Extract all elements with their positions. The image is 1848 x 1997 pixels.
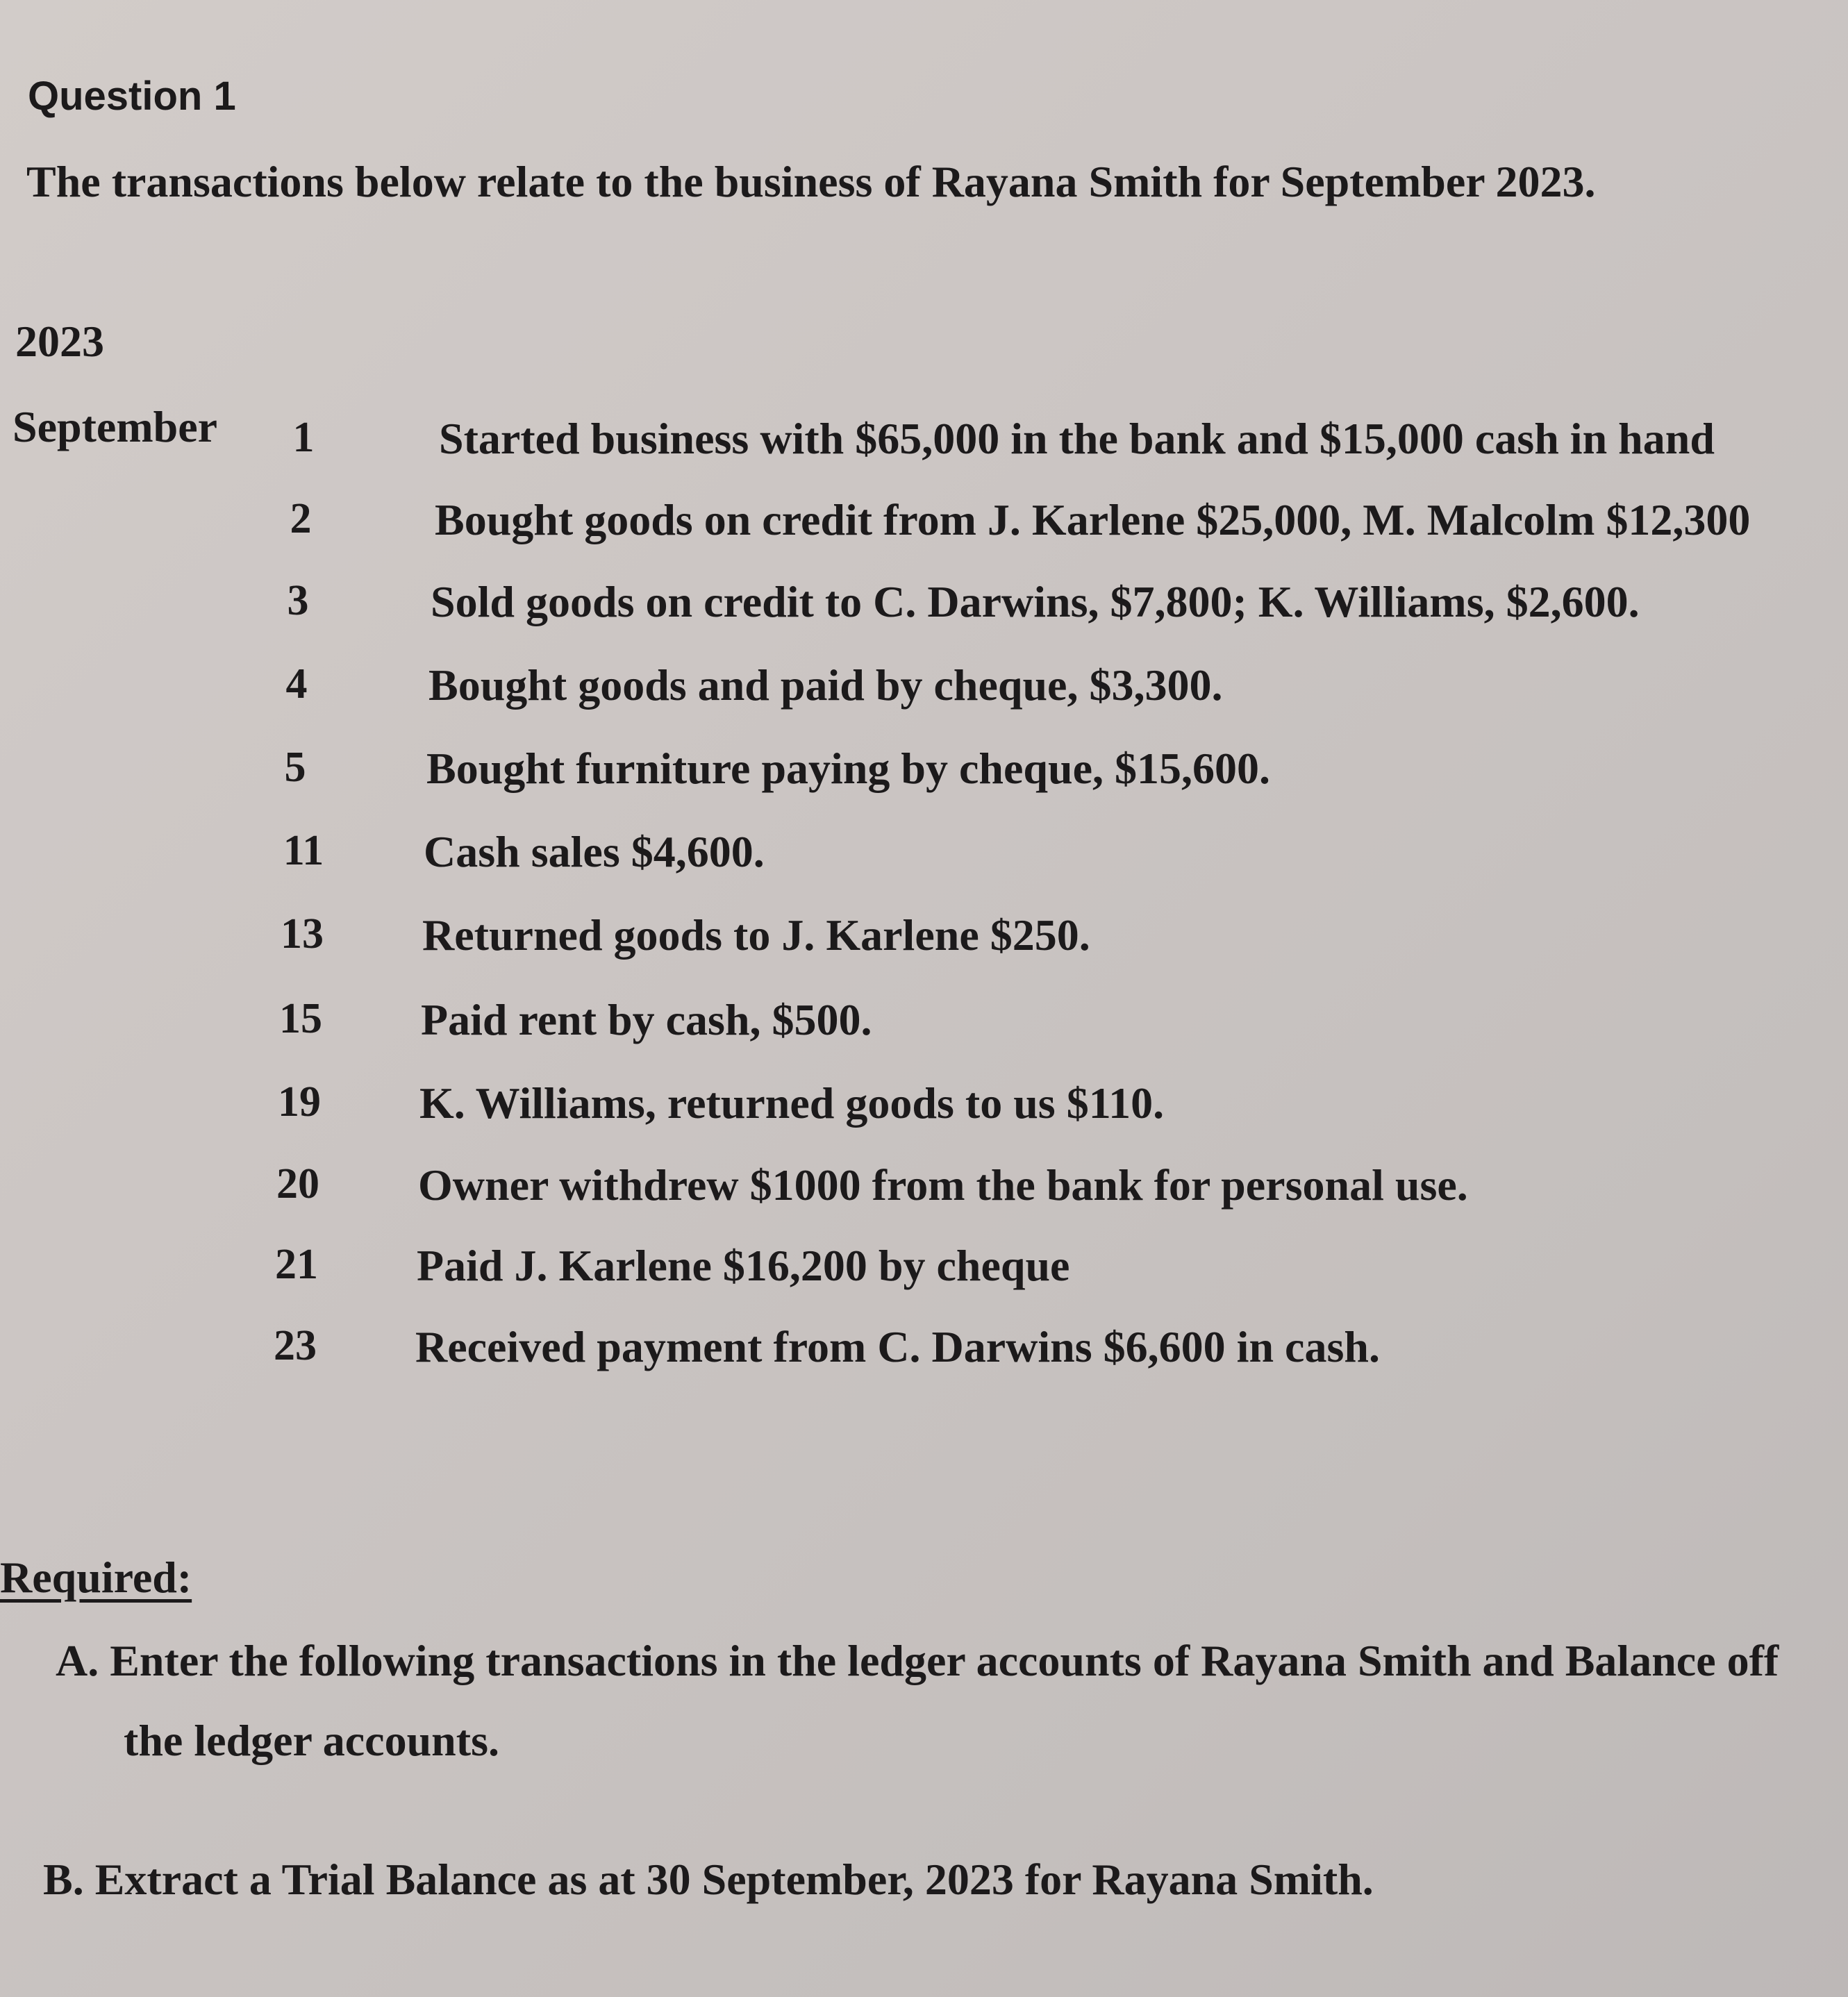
transaction-text: Paid rent by cash, $500. — [421, 995, 872, 1044]
transaction-row — [0, 1321, 1848, 1384]
transaction-text: Received payment from C. Darwins $6,600 in cash. — [415, 1322, 1380, 1371]
transaction-row — [0, 576, 1848, 639]
transaction-text: Cash sales $4,600. — [424, 827, 765, 876]
transaction-day: 13 — [281, 910, 324, 958]
month-label: September — [13, 402, 218, 451]
transaction-row — [0, 743, 1848, 805]
transaction-text: K. Williams, returned goods to us $110. — [419, 1078, 1165, 1128]
transaction-row — [0, 494, 1848, 557]
transaction-text: Owner withdrew $1000 from the bank for personal use. — [418, 1160, 1468, 1210]
requirement-a-line1: A. Enter the following transactions in the ledger accounts of Rayana Smith and Balance off — [56, 1636, 1779, 1685]
transaction-day: 1 — [292, 414, 315, 461]
transaction-text: Bought furniture paying by cheque, $15,600. — [426, 744, 1270, 793]
intro-text: The transactions below relate to the business of Rayana Smith for September 2023. — [26, 157, 1596, 206]
transaction-day: 15 — [279, 995, 322, 1042]
transaction-day: 19 — [278, 1078, 321, 1126]
transaction-day: 20 — [276, 1160, 319, 1208]
transaction-row — [0, 910, 1848, 972]
transaction-row — [0, 994, 1848, 1057]
transaction-day: 5 — [284, 744, 306, 791]
transaction-day: 2 — [290, 495, 312, 542]
transaction-row — [0, 826, 1848, 889]
requirement-b: B. Extract a Trial Balance as at 30 September, 2023 for Rayana Smith. — [43, 1855, 1374, 1904]
question-heading: Question 1 — [28, 74, 236, 119]
transaction-row — [0, 1078, 1848, 1140]
required-label: Required: — [0, 1553, 192, 1602]
transaction-text: Bought goods on credit from J. Karlene $25,000, M. Malcolm $12,300 — [435, 495, 1751, 544]
transaction-day: 4 — [285, 660, 308, 708]
transaction-day: 23 — [274, 1322, 317, 1369]
year-label: 2023 — [15, 317, 104, 366]
transaction-day: 11 — [283, 827, 324, 874]
transaction-row — [0, 1160, 1848, 1222]
transaction-day: 3 — [287, 577, 309, 624]
transaction-text: Sold goods on credit to C. Darwins, $7,800; K. Williams, $2,600. — [431, 577, 1640, 626]
transaction-text: Paid J. Karlene $16,200 by cheque — [417, 1241, 1070, 1290]
requirement-a-line2: the ledger accounts. — [124, 1716, 499, 1765]
transaction-text: Returned goods to J. Karlene $250. — [422, 910, 1090, 960]
transaction-row — [0, 660, 1848, 722]
transaction-text: Bought goods and paid by cheque, $3,300. — [428, 660, 1223, 710]
transaction-row — [0, 413, 1848, 476]
transaction-text: Started business with $65,000 in the bank and $15,000 cash in hand — [439, 414, 1715, 463]
transaction-day: 21 — [275, 1241, 318, 1288]
transaction-row — [0, 1240, 1848, 1303]
